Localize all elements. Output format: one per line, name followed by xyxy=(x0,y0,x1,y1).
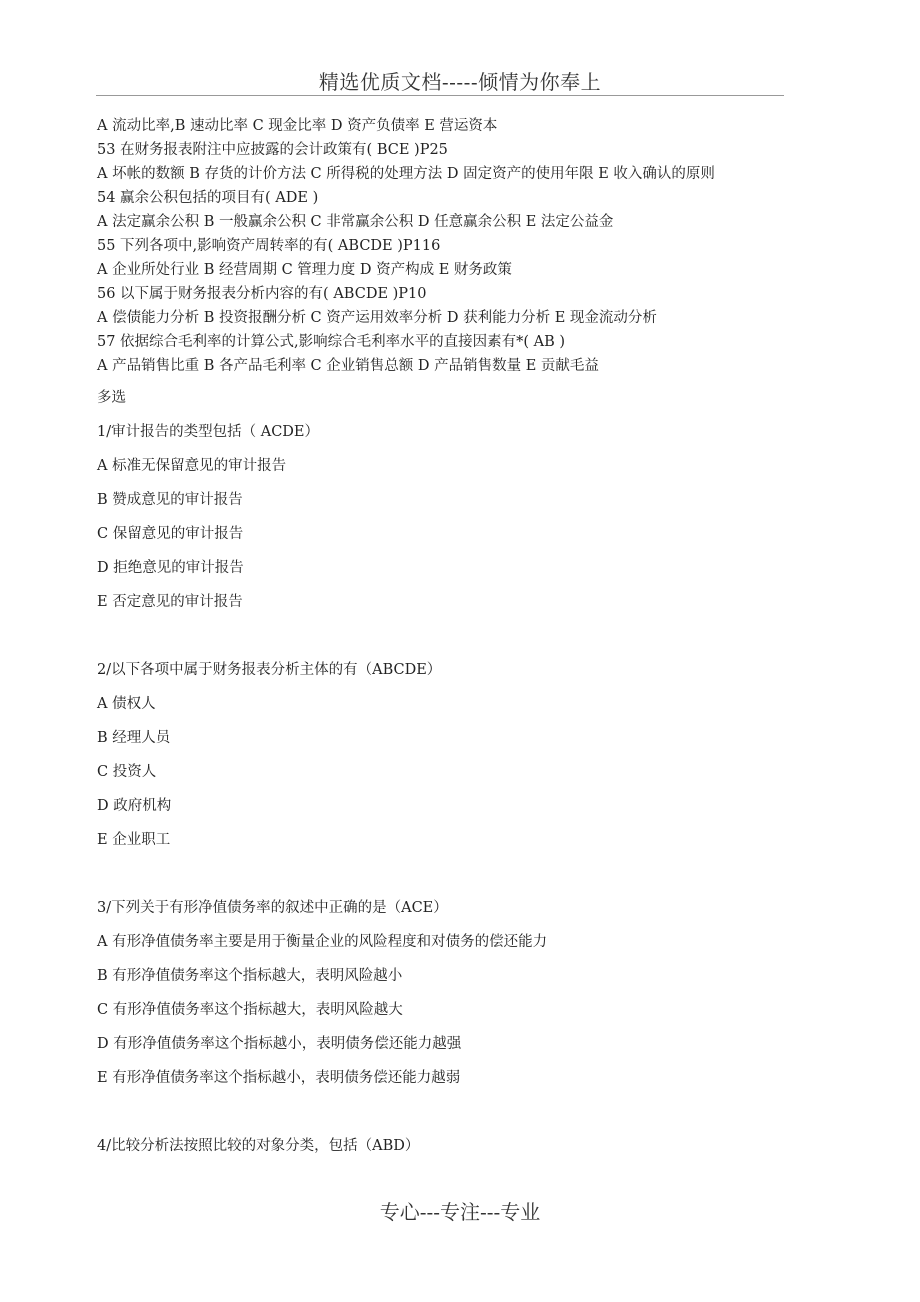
question-stem: 4/比较分析法按照比较的对象分类，包括（ABD） xyxy=(97,1138,420,1154)
text-line: 53 在财务报表附注中应披露的会计政策有( BCE )P25 xyxy=(97,142,448,158)
spacer xyxy=(97,1100,817,1134)
question-option: A 有形净值债务率主要是用于衡量企业的风险程度和对债务的偿还能力 xyxy=(97,934,548,950)
question-stem: 2/以下各项中属于财务报表分析主体的有（ABCDE） xyxy=(97,662,442,678)
text-line: A 法定赢余公积 B 一般赢余公积 C 非常赢余公积 D 任意赢余公积 E 法定公益金 xyxy=(97,214,614,230)
question-option: B 有形净值债务率这个指标越大，表明风险越小 xyxy=(97,968,403,984)
section-label: 多选 xyxy=(97,390,126,406)
question-option: E 企业职工 xyxy=(97,832,171,848)
header-divider xyxy=(96,95,784,96)
text-line: A 坏帐的数额 B 存货的计价方法 C 所得税的处理方法 D 固定资产的使用年限 E 收入确认的原则 xyxy=(97,166,715,182)
spacer xyxy=(97,624,817,658)
text-line: A 偿债能力分析 B 投资报酬分析 C 资产运用效率分析 D 获利能力分析 E 现金流动分析 xyxy=(97,310,657,326)
page-header: 精选优质文档-----倾情为你奉上 xyxy=(318,70,602,94)
question-option: E 有形净值债务率这个指标越小，表明债务偿还能力越弱 xyxy=(97,1070,461,1086)
question-stem: 1/审计报告的类型包括（ ACDE） xyxy=(97,424,319,440)
question-option: D 有形净值债务率这个指标越小，表明债务偿还能力越强 xyxy=(97,1036,462,1052)
text-line: 56 以下属于财务报表分析内容的有( ABCDE )P10 xyxy=(97,286,427,302)
question-option: E 否定意见的审计报告 xyxy=(97,594,243,610)
spacer xyxy=(97,862,817,896)
question-option: B 赞成意见的审计报告 xyxy=(97,492,243,508)
single-choice-block xyxy=(97,114,817,378)
question-option: C 有形净值债务率这个指标越大，表明风险越大 xyxy=(97,1002,403,1018)
question-option: B 经理人员 xyxy=(97,730,171,746)
multiple-choice-section xyxy=(97,386,817,1168)
question-option: A 债权人 xyxy=(97,696,156,712)
question-option: C 投资人 xyxy=(97,764,157,780)
question-option: D 政府机构 xyxy=(97,798,172,814)
text-line: A 流动比率,B 速动比率 C 现金比率 D 资产负债率 E 营运资本 xyxy=(97,118,498,134)
question-option: C 保留意见的审计报告 xyxy=(97,526,244,542)
question-option: A 标准无保留意见的审计报告 xyxy=(97,458,287,474)
text-line: A 产品销售比重 B 各产品毛利率 C 企业销售总额 D 产品销售数量 E 贡献毛益 xyxy=(97,358,599,374)
page-footer: 专心---专注---专业 xyxy=(379,1200,541,1224)
question-option: D 拒绝意见的审计报告 xyxy=(97,560,244,576)
text-line: A 企业所处行业 B 经营周期 C 管理力度 D 资产构成 E 财务政策 xyxy=(97,262,512,278)
text-line: 54 赢余公积包括的项目有( ADE ) xyxy=(97,190,319,206)
text-line: 55 下列各项中,影响资产周转率的有( ABCDE )P116 xyxy=(97,238,441,254)
text-line: 57 依据综合毛利率的计算公式,影响综合毛利率水平的直接因素有*( AB ) xyxy=(97,334,566,350)
question-stem: 3/下列关于有形净值债务率的叙述中正确的是（ACE） xyxy=(97,900,448,916)
